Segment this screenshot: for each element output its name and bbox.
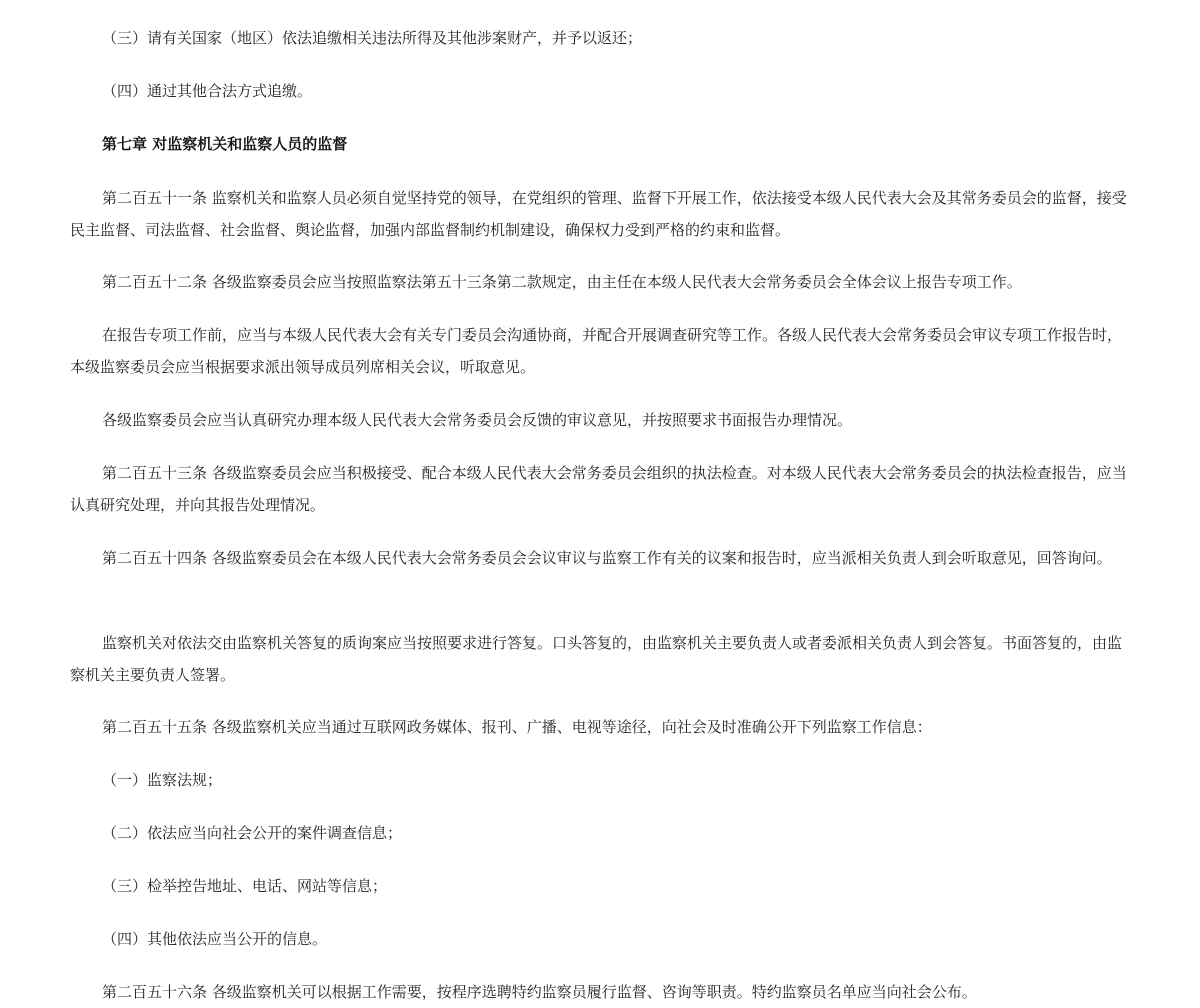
article-255: 第二百五十五条 各级监察机关应当通过互联网政务媒体、报刊、广播、电视等途径，向社会及时准确公开下列监察工作信息：	[102, 718, 932, 736]
list-item-regulations: （一）监察法规；	[102, 771, 223, 789]
chapter-heading: 第七章 对监察机关和监察人员的监督	[102, 135, 348, 153]
article-254: 第二百五十四条 各级监察委员会在本级人民代表大会常务委员会会议审议与监察工作有关的议案和报告时，应当派相关负责人到会听取意见，回答询问。	[102, 549, 1112, 567]
article-253: 第二百五十三条 各级监察委员会应当积极接受、配合本级人民代表大会常务委员会组织的执法检查。对本级人民代表大会常务委员会的执法检查报告，应当认真研究处理，并向其报告处理情况。	[70, 464, 1127, 514]
article-254-inquiry: 监察机关对依法交由监察机关答复的质询案应当按照要求进行答复。口头答复的，由监察机关主要负责人或者委派相关负责人到会答复。书面答复的，由监察机关主要负责人签署。	[70, 634, 1123, 684]
article-251: 第二百五十一条 监察机关和监察人员必须自觉坚持党的领导，在党组织的管理、监督下开展工作，依法接受本级人民代表大会及其常务委员会的监督，接受民主监督、司法监督、社会监督、舆论监督，加强内部监督制约机制建设，确保权力受到严格的约束和监督。	[70, 189, 1127, 239]
article-252-feedback: 各级监察委员会应当认真研究办理本级人民代表大会常务委员会反馈的审议意见，并按照要求书面报告办理情况。	[102, 411, 853, 429]
paragraph-item-3-recover: （三）请有关国家（地区）依法追缴相关违法所得及其他涉案财产，并予以返还；	[102, 29, 643, 47]
paragraph-item-4-other-means: （四）通过其他合法方式追缴。	[102, 82, 313, 100]
article-252: 第二百五十二条 各级监察委员会应当按照监察法第五十三条第二款规定，由主任在本级人民代表大会常务委员会全体会议上报告专项工作。	[102, 273, 1022, 291]
article-256: 第二百五十六条 各级监察机关可以根据工作需要，按程序选聘特约监察员履行监督、咨询等职责。特约监察员名单应当向社会公布。	[102, 983, 977, 1001]
article-252-report-prep: 在报告专项工作前，应当与本级人民代表大会有关专门委员会沟通协商，并配合开展调查研究等工作。各级人民代表大会常务委员会审议专项工作报告时，本级监察委员会应当根据要求派出领导成员列席相关会议，听取意见。	[70, 326, 1123, 376]
list-item-other-info: （四）其他依法应当公开的信息。	[102, 930, 328, 948]
list-item-case-info: （二）依法应当向社会公开的案件调查信息；	[102, 824, 403, 842]
list-item-contact-info: （三）检举控告地址、电话、网站等信息；	[102, 877, 388, 895]
